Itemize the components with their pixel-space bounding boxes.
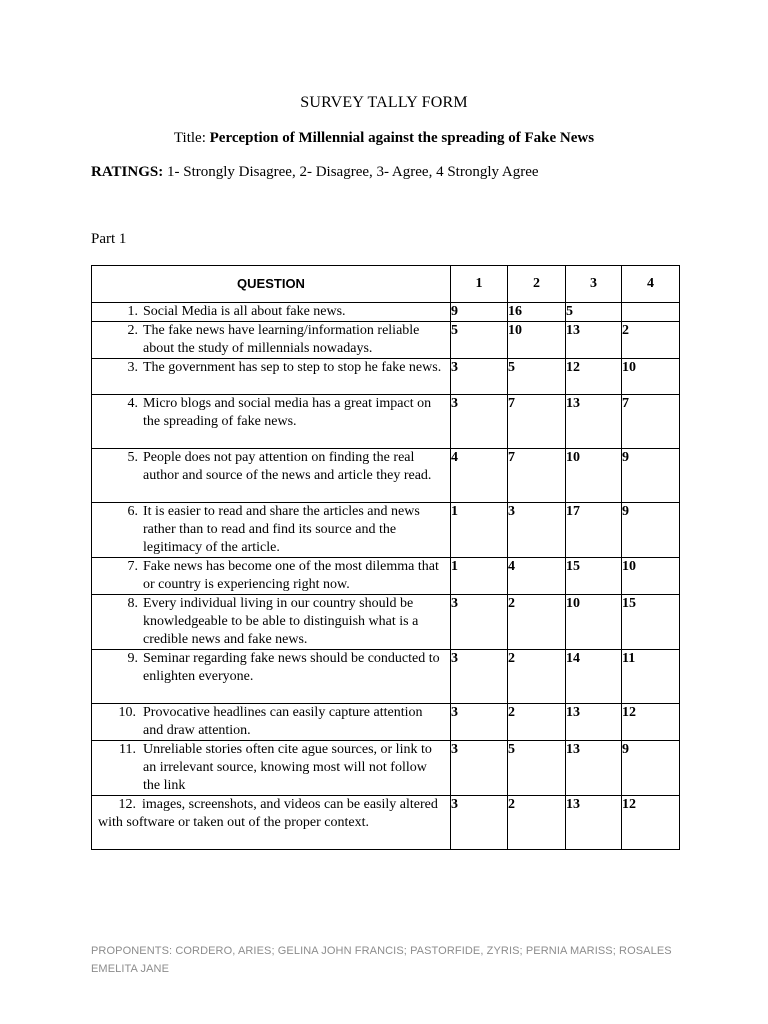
question-text: Every individual living in our country should be knowledgeable to be able to distinguish what is a credible news and fake news. — [143, 596, 419, 647]
tally-rating-4: 12 — [622, 704, 680, 741]
question-text: Social Media is all about fake news. — [143, 304, 346, 319]
tally-rating-1: 3 — [451, 741, 508, 796]
question-text: It is easier to read and share the articles and news rather than to read and find its source and the legitimacy of the article. — [143, 504, 420, 555]
question-cell — [92, 741, 451, 796]
tally-rating-2: 5 — [508, 359, 566, 395]
question-number: 8. — [127, 596, 138, 611]
tally-rating-4: 9 — [622, 503, 680, 558]
question-cell — [92, 395, 451, 449]
question-text: Micro blogs and social media has a great impact on the spreading of fake news. — [143, 396, 432, 429]
question-text: Provocative headlines can easily capture attention and draw attention. — [143, 705, 423, 738]
question-cell — [92, 449, 451, 503]
tally-rating-3: 13 — [566, 704, 622, 741]
tally-rating-4: 15 — [622, 595, 680, 650]
tally-rating-1: 3 — [451, 359, 508, 395]
tally-rating-4: 12 — [622, 796, 680, 850]
question-text: Unreliable stories often cite ague sources, or link to an irrelevant source, knowing most will not follow the link — [143, 742, 432, 793]
tally-rating-3: 13 — [566, 322, 622, 359]
table-row — [92, 395, 680, 449]
question-cell — [92, 558, 451, 595]
tally-rating-3: 15 — [566, 558, 622, 595]
question-number: 12. — [118, 797, 136, 812]
question-number: 4. — [127, 396, 138, 411]
header-rating-3: 3 — [566, 266, 622, 303]
tally-rating-2: 7 — [508, 449, 566, 503]
question-number: 2. — [127, 323, 138, 338]
question-cell — [92, 322, 451, 359]
question-number: 3. — [127, 360, 138, 375]
tally-rating-3: 17 — [566, 503, 622, 558]
tally-rating-4: 7 — [622, 395, 680, 449]
tally-rating-3: 10 — [566, 595, 622, 650]
question-cell — [92, 796, 451, 850]
tally-rating-4: 9 — [622, 449, 680, 503]
question-cell — [92, 359, 451, 395]
survey-title-line — [0, 130, 768, 147]
tally-rating-2: 10 — [508, 322, 566, 359]
proponents-footer: PROPONENTS: CORDERO, ARIES; GELINA JOHN FRANCIS; PASTORFIDE, ZYRIS; PERNIA MARISS; ROSALES EMELITA JANE — [91, 945, 672, 975]
header-question: QUESTION — [92, 266, 451, 303]
question-cell — [92, 704, 451, 741]
table-row — [92, 303, 680, 322]
tally-rating-2: 4 — [508, 558, 566, 595]
question-number: 7. — [127, 559, 138, 574]
tally-rating-1: 5 — [451, 322, 508, 359]
table-row — [92, 449, 680, 503]
question-cell — [92, 503, 451, 558]
tally-rating-1: 3 — [451, 650, 508, 704]
header-rating-1: 1 — [451, 266, 508, 303]
question-text: Fake news has become one of the most dilemma that or country is experiencing right now. — [143, 559, 439, 592]
document-title: SURVEY TALLY FORM — [300, 94, 468, 111]
tally-rating-2: 2 — [508, 650, 566, 704]
tally-rating-4: 10 — [622, 359, 680, 395]
table-row — [92, 503, 680, 558]
tally-rating-4 — [622, 303, 680, 322]
ratings-line — [91, 164, 539, 181]
table-row — [92, 796, 680, 850]
question-number: 1. — [127, 304, 138, 319]
question-number: 11. — [119, 742, 136, 757]
header-row — [92, 266, 680, 303]
tally-rating-2: 2 — [508, 796, 566, 850]
part-label: Part 1 — [91, 231, 127, 247]
tally-rating-1: 3 — [451, 395, 508, 449]
tally-rating-4: 10 — [622, 558, 680, 595]
tally-rating-3: 12 — [566, 359, 622, 395]
tally-rating-2: 2 — [508, 704, 566, 741]
question-number: 5. — [127, 450, 138, 465]
question-text: People does not pay attention on finding the real author and source of the news and article they read. — [143, 450, 432, 483]
table-row — [92, 650, 680, 704]
header-rating-4: 4 — [622, 266, 680, 303]
tally-rating-3: 14 — [566, 650, 622, 704]
tally-rating-1: 3 — [451, 595, 508, 650]
tally-rating-1: 9 — [451, 303, 508, 322]
tally-rating-4: 2 — [622, 322, 680, 359]
table-row — [92, 704, 680, 741]
ratings-label: RATINGS: — [91, 164, 164, 180]
question-text: The government has sep to step to stop he fake news. — [143, 360, 442, 375]
survey-title-label: Title: — [173, 130, 210, 146]
question-cell — [92, 303, 451, 322]
question-number: 10. — [118, 705, 136, 720]
tally-rating-2: 2 — [508, 595, 566, 650]
question-number: 9. — [127, 651, 138, 666]
tally-rating-3: 13 — [566, 741, 622, 796]
tally-rating-3: 10 — [566, 449, 622, 503]
question-cell — [92, 595, 451, 650]
tally-rating-2: 7 — [508, 395, 566, 449]
tally-rating-3: 13 — [566, 395, 622, 449]
tally-rating-3: 5 — [566, 303, 622, 322]
tally-rating-4: 9 — [622, 741, 680, 796]
survey-title-value: Perception of Millennial against the spreading of Fake News — [209, 130, 595, 146]
table-row — [92, 741, 680, 796]
question-number: 6. — [127, 504, 138, 519]
ratings-scale: 1- Strongly Disagree, 2- Disagree, 3- Agree, 4 Strongly Agree — [163, 164, 539, 180]
tally-rating-1: 4 — [451, 449, 508, 503]
tally-rating-1: 3 — [451, 796, 508, 850]
tally-rating-1: 1 — [451, 503, 508, 558]
table-row — [92, 322, 680, 359]
tally-rating-2: 3 — [508, 503, 566, 558]
question-text: images, screenshots, and videos can be easily altered with software or taken out of the proper context. — [98, 797, 438, 830]
table-row — [92, 558, 680, 595]
question-text: The fake news have learning/information reliable about the study of millennials nowadays. — [143, 323, 420, 356]
tally-table — [91, 265, 680, 850]
tally-rating-3: 13 — [566, 796, 622, 850]
tally-rating-4: 11 — [622, 650, 680, 704]
tally-rating-2: 5 — [508, 741, 566, 796]
question-cell — [92, 650, 451, 704]
tally-rating-2: 16 — [508, 303, 566, 322]
header-rating-2: 2 — [508, 266, 566, 303]
tally-rating-1: 3 — [451, 704, 508, 741]
table-row — [92, 595, 680, 650]
table-row — [92, 359, 680, 395]
tally-rating-1: 1 — [451, 558, 508, 595]
question-text: Seminar regarding fake news should be conducted to enlighten everyone. — [143, 651, 440, 684]
